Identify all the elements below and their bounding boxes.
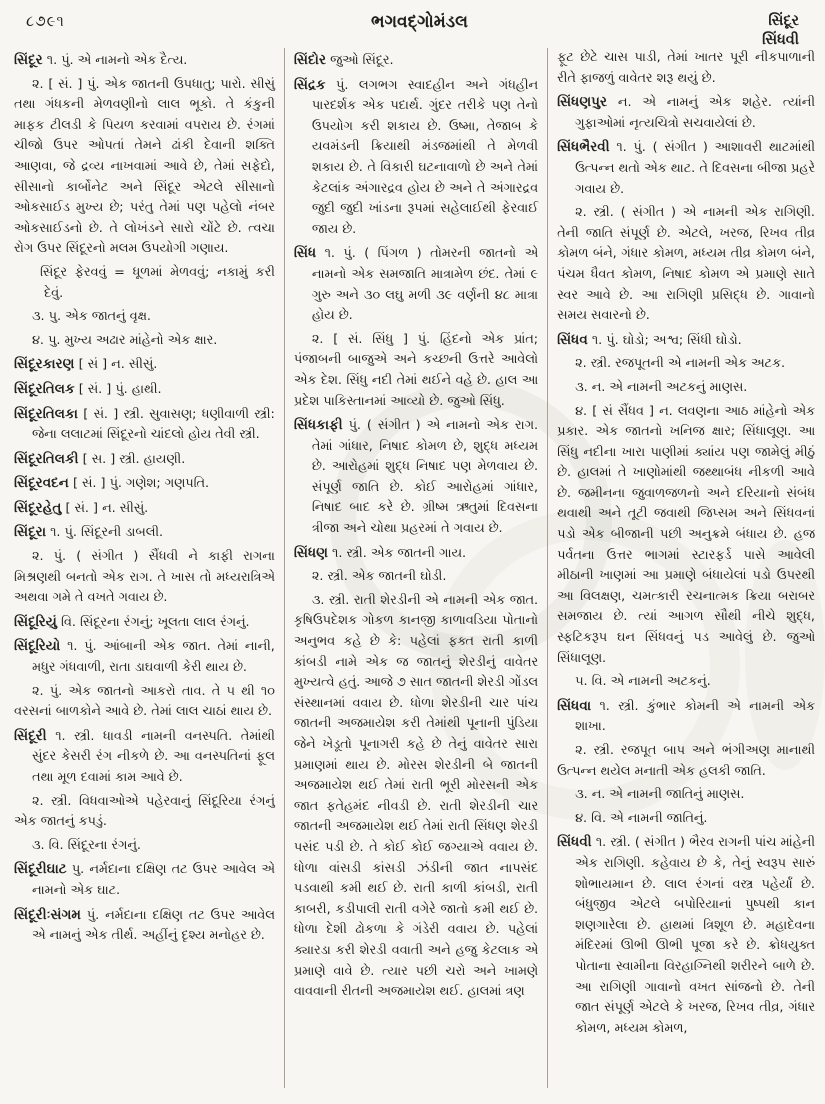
dictionary-paragraph [14, 473, 275, 495]
running-head-bottom: સિંધવી [762, 32, 799, 48]
dictionary-paragraph [14, 859, 275, 901]
entry-headword: સિંધણપુર [557, 94, 608, 111]
entry-text: ૨. સ્ત્રી. ( સંગીત ) એ નામની એક રાગિણી. તેની જાતિ સંપૂર્ણ છે. એટલે, ખરજ, રિખવ તીવ્ર કોમળ બંને, ગંધાર કોમળ, મધ્યમ તીવ્ર કોમળ બંને, પંચમ ધૈવત કોમળ, નિષાદ કોમળ એ પ્રમાણે સાતે સ્વર આવે છે. આ રાગિણી પ્રસિદ્ધ છે. ગાવાનો સમય સવારનો છે. [557, 205, 815, 324]
dictionary-paragraph [14, 636, 275, 678]
entry-text: [ સં. ] સ્ત્રી. સુવાસણ; ધણીવાળી સ્ત્રી: જેના લલાટમાં સિંદૂરનો ચાંદલો હોય તેવી સ્ત્રી. [32, 406, 275, 443]
entry-headword: સિંદૂરકારણ [14, 356, 75, 373]
entry-headword: સિંધવી [557, 834, 592, 851]
entry-text: સિંદૂર ફેરવવું = ધૂળમાં મેળવવું; નકામું કરી દેવું. [40, 264, 275, 301]
dictionary-paragraph [557, 92, 815, 134]
entry-headword: સિંદૂરહેતુ [14, 499, 62, 516]
entry-headword: સિંધણ [293, 544, 328, 561]
entry-headword: સિંદૂરતિલક [14, 380, 75, 397]
dictionary-paragraph [14, 331, 275, 352]
dictionary-paragraph [557, 402, 815, 670]
entry-text: [ સં ] ન. સીસું. [78, 357, 158, 373]
dictionary-paragraph [557, 832, 815, 1039]
dictionary-paragraph [14, 522, 275, 544]
entry-text: પું. ( સંગીત ) એ નામનો એક રાગ. તેમાં ગાંધાર, નિષાદ કોમળ છે, શુદ્ધ મધ્યમ છે. આરોહમાં શુદ્ધ નિષાદ પણ મેળવાય છે. સંપૂર્ણ જાતિ છે. કોઈ આરોહમાં ગાંધાર, નિષાદ બાદ કરે છે. ગ્રીષ્મ ઋતુમાં દિવસના ત્રીજા અને ચોથા પ્રહરમાં તે ગવાય છે. [311, 418, 539, 537]
entry-text: ૪. પુ. મુખ્ય અઢાર માંહેનો એક ક્ષાર. [32, 332, 218, 348]
entry-text: ૧. પું. આંબાની એક જાત. તેમાં નાની, મધુર ગંધવાળી, રાતા ડાઘવાળી કેરી થાય છે. [32, 639, 275, 676]
dictionary-paragraph [14, 498, 275, 520]
dictionary-paragraph [14, 726, 275, 789]
entry-text: ૨. પું. ( સંગીત ) સૈંધવી ને કાફી રાગના મિશ્રણથી બનતો એક રાગ. તે ખાસ તો મધ્યરાત્રિએ અથવા ગમે તે વખતે ગવાય છે. [14, 549, 275, 606]
entry-text: ૨. સ્ત્રી. વિધવાઓએ પહેરવાનું સિંદૂરિયા રંગનું એક જાતનું કપડું. [14, 793, 275, 830]
entry-headword: સિંદોર [293, 52, 326, 68]
entry-headword: સિંધકાફી [293, 417, 343, 434]
dictionary-paragraph [294, 591, 538, 1003]
entry-text: ૧. સ્ત્રી. કુંભાર કોમની એ નામની એક શાખા. [575, 698, 815, 735]
entry-text: ૩. ન. એ નામની જાતિનું માણસ. [575, 787, 745, 803]
entry-text: વિ. સિંદૂરના રંગનું; ખૂલતા લાલ રંગનું. [61, 614, 250, 630]
column-1 [14, 48, 285, 1088]
entry-text: ૧. પું. સિંદૂરની ડાબલી. [50, 525, 164, 541]
entry-text: [ સં. ] પું. ગણેશ; ગણપતિ. [72, 476, 210, 492]
entry-text: ૧. પું. એ નામનો એક દૈત્ય. [46, 53, 188, 68]
entry-headword: સિંધભૈરવી [557, 139, 610, 156]
dictionary-paragraph [14, 449, 275, 471]
dictionary-paragraph [294, 543, 538, 565]
entry-text: પું. લગભગ સ્વાદહીન અને ગંધહીન પારદર્શક એક પદાર્થ. ગુંદર તરીકે પણ તેનો ઉપયોગ કરી શકાય છે. ઉષ્મા, તેજાબ કે યવમંડની ક્રિયાથી મંડજમાંથી તે મેળવી શકાય છે. તે વિકારી ઘટનાવાળો છે અને તેમાં કેટલાંક અંગારદ્રવ હોય છે અને તે અંગારદ્રવ જુદી જુદી ખાંડના રૂપમાં સહેલાઈથી ફેરવાઈ જાય છે. [311, 77, 539, 237]
entry-headword: સિંદૂરીઘાટ [14, 861, 67, 878]
entry-headword: સિંધવા [557, 697, 592, 714]
entry-headword: સિંદૂરિયો [14, 638, 61, 655]
entry-text: ૨. સ્ત્રી. રજપૂતની એ નામની એક અટક. [575, 356, 786, 372]
entry-text: [ સં. ] પું. હાથી. [78, 381, 162, 397]
entry-text: ૨. [ સં. સિંધુ ] પું. હિંદનો એક પ્રાંત; પંજાબની બાજુએ અને કચ્છની ઉત્તરે આવેલો એક દેશ. સિંધુ નદી તેમાં થઈને વહે છે. હાલ આ પ્રદેશ પાકિસ્તાનમાં આવ્યો છે. જુઓ સિંધુ. [293, 331, 539, 409]
entry-text: ૧. સ્ત્રી. ધાવડી નામની વનસ્પતિ. તેમાંથી સુંદર કેસરી રંગ નીકળે છે. આ વનસ્પતિનાં ફૂલ તથા મૂળ દવામાં કામ આવે છે. [32, 728, 275, 785]
dictionary-paragraph [557, 48, 815, 89]
entry-text: ૨. પું. એક જાતનો આકરો તાવ. તે ૫ થી ૧૦ વરસનાં બાળકોને આવે છે. તેમાં લાલ ચાઠાં થાય છે. [14, 683, 275, 720]
entry-text: ન. એ નામનું એક શહેર. ત્યાંની ગુફાઓમાં નૃત્યચિત્રો સચવાયેલાં છે. [575, 95, 815, 131]
entry-text: ૩. સ્ત્રી. રાતી શેરડીની એ નામની એક જાત. કૃષિઉપદેશક ગોકળ કાનજી કાળાવડિયા પોતાનો અનુભવ કહે છે કે: પહેલાં ફક્ત રાતી કાળી કાંબડી નામે એક જ જાતનું શેરડીનું વાવેતર મુખ્યત્વે હતું. આજે ૭ સાત જાતની શેરડી ગોંડલ સંસ્થાનમાં વવાય છે. ધોળા શેરડીની ચાર પાંચ જાતની અજમાયેશ કરી તેમાંથી પૂનાની પુંડિયા જેને ખેડૂતો પૂનાગરી કહે છે તેનું વાવેતર સારા પ્રમાણમાં થાય છે. મોરસ શેરડીની બે જાતની અજમાયેશ થઈ તેમાં રાતી ભૂરી મોરસની એક જાત ફતેહમંદ નીવડી છે. રાતી શેરડીની ચાર જાતની અજમાયેશ થઈ તેમાં રાતી સિંધણ શેરડી પસંદ પડી છે. તે કોઈ કોઈ જગ્યાએ વવાય છે. ધોળા વાંસડી કાંસડી ઝંડીની જાત નાપસંદ પડવાથી કમી થઈ છે. રાતી કાળી કાંબડી, રાતી કાબરી, કડીપાલી રાતી વગેરે જાતો કમી થઈ છે. ધોળા દેશી ઢોકળા કે ગંડેરી વવાય છે. પહેલાં ક્યારડા કરી શેરડી વવાતી અને હજુ કેટલાક એ પ્રમાણે વાવે છે. ત્યાર પછી ચરો અને ખામણે વાવવાની રીતની અજમાયેશ થઈ. હાલમાં ત્રણ [293, 592, 539, 1000]
entry-headword: સિંદૂરવદન [14, 475, 69, 492]
dictionary-paragraph [557, 354, 815, 375]
entry-headword: સિંદૂરતિલકા [14, 405, 78, 422]
entry-text: ૨. સ્ત્રી. રજપૂત બાપ અને ભંગીઅણ માનાથી ઉત્પન્ન થયેલ મનાતી એક હલકી જાતિ. [557, 743, 815, 779]
entry-text: ૩. ન. એ નામની અટકનું માણસ. [575, 379, 748, 395]
dictionary-paragraph [294, 415, 538, 540]
entry-headword: સિંધવ [557, 331, 588, 348]
dictionary-paragraph [14, 612, 275, 634]
entry-text: [ સ. ] સ્ત્રી. હાયણી. [82, 451, 186, 467]
entry-text: ૪. વિ. એ નામની જાતિનું. [575, 810, 708, 826]
dictionary-paragraph [14, 50, 275, 72]
dictionary-paragraph [557, 137, 815, 200]
dictionary-paragraph [294, 243, 538, 326]
dictionary-paragraph [557, 785, 815, 806]
dictionary-paragraph [557, 696, 815, 738]
entry-text: જુઓ સિંદૂર. [330, 53, 394, 68]
dictionary-paragraph [294, 75, 538, 241]
dictionary-paragraph [294, 567, 538, 588]
dictionary-paragraph [14, 404, 275, 446]
dictionary-paragraph [557, 741, 815, 782]
dictionary-paragraph [14, 379, 275, 401]
dictionary-paragraph [14, 547, 275, 609]
entry-text: ૨. સ્ત્રી. એક જાતની ઘોડી. [311, 569, 447, 585]
dictionary-paragraph [557, 672, 815, 693]
entry-text: ૧. પું. ( પિંગળ ) તોમરની જાતનો એ નામનો એક સમજાતિ માત્રામેળ છંદ. તેમાં ૯ ગુરુ અને ૩૦ લઘુ મળી ૩૯ વર્ણની ૪૮ માત્રા હોય છે. [311, 246, 539, 324]
entry-text: ૩. વિ. સિંદૂરના રંગનું. [32, 837, 141, 853]
entry-headword: સિંદૂરતિલકી [14, 450, 79, 467]
dictionary-paragraph [14, 905, 275, 947]
entry-headword: સિંદૂરિયું [14, 613, 57, 630]
entry-text: પું. નર્મદાના દક્ષિણ તટ ઉપર આવેલ એ નામનું એક તીર્થ. અહીંનું દૃશ્ય મનોહર છે. [32, 907, 275, 944]
entry-headword: સિંદૂરીઃસંગમ [14, 906, 82, 923]
dictionary-paragraph [294, 330, 538, 412]
dictionary-paragraph [14, 75, 275, 260]
page-title: ભગવદ્ગોમંડલ [371, 12, 468, 32]
dictionary-paragraph [557, 809, 815, 830]
entry-headword: સિંધ [293, 245, 317, 262]
dictionary-paragraph [14, 836, 275, 857]
entry-text: ૫. વિ. એ નામની અટકનું. [575, 674, 711, 690]
text-body [0, 44, 825, 1092]
dictionary-paragraph [557, 330, 815, 352]
dictionary-paragraph [294, 50, 538, 72]
running-head-top: સિંદૂર [768, 13, 799, 29]
dictionary-paragraph [557, 203, 815, 327]
entry-text: ૧. સ્ત્રી. એક જાતની ગાય. [332, 545, 467, 561]
entry-text: ૪. [ સં સૈંધવ ] ન. લવણના આઠ માંહેનો એક પ્રકાર. એક જાતનો ખનિજ ક્ષાર; સિંધાલૂણ. આ સિંધુ નદીના ખારા પાણીમાં ક્યાંય પણ જામેલું મીઠું છે. હાલમાં તે ખાણોમાંથી જથ્થાબંધ નીકળી આવે છે. જમીનના જુવાળજળનો અને દરિયાનો સંબંધ થવાથી અને તૂટી જવાથી જિપ્સમ અને સિંધવનાં પડો એક બીજાની પછી અનુક્રમે બંધાય છે. હજ પર્વતના ઉત્તર ભાગમાં સ્ટારફર્ડ પાસે આવેલી મીઠાની ખાણમાં આ પ્રમાણે બંધાયેલાં પડો ઉપરથી આ વિલક્ષણ, ચમત્કારી રચનાત્મક ક્રિયા બરાબર સમજાય છે. ત્યાં આગળ સૌથી નીચે શુદ્ધ, સ્ફટિકરૂપ ઘન સિંધવનું પડ આવેલું છે. જુઓ સિંધાલૂણ. [557, 403, 815, 666]
dictionary-paragraph [14, 354, 275, 376]
dictionary-paragraph [14, 792, 275, 833]
entry-text: ૧. પું. ઘોડો; અશ્વ; સિંધી ઘોડો. [591, 332, 742, 348]
dictionary-paragraph [14, 682, 275, 723]
entry-headword: સિંદૂરા [14, 524, 47, 541]
entry-headword: સિંદૂર [14, 52, 43, 68]
entry-text: ૧. સ્ત્રી. ( સંગીત ) ભૈરવ રાગની પાંચ માંહેની એક રાગિણી. કહેવાય છે કે, તેનું સ્વરૂપ સારું શોભાયમાન છે. લાલ રંગનાં વસ્ત્ર પહેર્યાં છે. બંધુજીવ એટલે બપોરિયાનાં પુષ્પથી કાન શણગારેલા છે. હાથમાં ત્રિશૂળ છે. મહાદેવના મંદિરમાં ઊભી ઊભી પૂજા કરે છે. ક્રોધયુક્ત પોતાના સ્વામીના વિરહાગ્નિથી શરીરને બાળે છે. આ રાગિણી ગાવાનો વખત સાંજનો છે. તેની જાત સંપૂર્ણ એટલે કે ખરજ, રિખવ તીવ્ર, ગંધાર કોમળ, મધ્યમ કોમળ, [575, 835, 815, 1036]
entry-text: પુ. નર્મદાના દક્ષિણ તટ ઉપર આવેલ એ નામનો એક ઘાટ. [32, 862, 275, 898]
entry-text: [ સં. ] ન. સીસું. [65, 500, 149, 516]
dictionary-paragraph [14, 307, 275, 328]
entry-headword: સિંદ્રક [293, 76, 326, 93]
column-2 [285, 48, 548, 1088]
entry-text: ૨. [ સં. ] પું. એક જાતની ઉપધાતુ; પારો. સીસું તથા ગંધકની મેળવણીનો લાલ ભૂકો. તે કંકુની માફક ટીલડી કે પિયળ કરવામાં વપરાય છે. રંગમાં ચીજો ઉપર ઓપતાં તેમને ઢાંકી દેવાની શક્તિ આણવા, જે દ્રવ્ય નાખવામાં આવે છે, તેમાં સફેદો, સીસાનો કાર્બોનેટ અને સિંદૂર એટલે સીસાનો ઓકસાઈડ મુખ્ય છે; પરંતુ તેમાં પણ પહેલો નંબર ઓકસાઈડનો છે. તે લોખંડને સારો ચોંટે છે. ત્વચા રોગ ઉપર સિંદૂરનો મલમ ઉપયોગી ગણાય. [14, 76, 275, 257]
dictionary-paragraph [557, 378, 815, 399]
page-header [0, 0, 825, 48]
entry-text: ૧. પું. ( સંગીત ) આશાવરી થાટમાંથી ઉત્પન્ન થતો એક થાટ. તે દિવસના બીજા પ્રહરે ગવાય છે. [575, 140, 815, 197]
entry-text: ફૂટ છેટે ચાસ પાડી, તેમાં ખાતર પૂરી નીકપાળાની રીતે ફાજળું વાવેતર શરૂ થયું છે. [557, 50, 815, 86]
page-number: ૮૭૯૧ [26, 12, 65, 30]
entry-headword: સિંદૂરી [14, 727, 47, 744]
dictionary-paragraph [30, 263, 275, 304]
column-3 [548, 48, 815, 1088]
entry-text: ૩. પુ. એક જાતનું વૃક્ષ. [32, 309, 151, 325]
